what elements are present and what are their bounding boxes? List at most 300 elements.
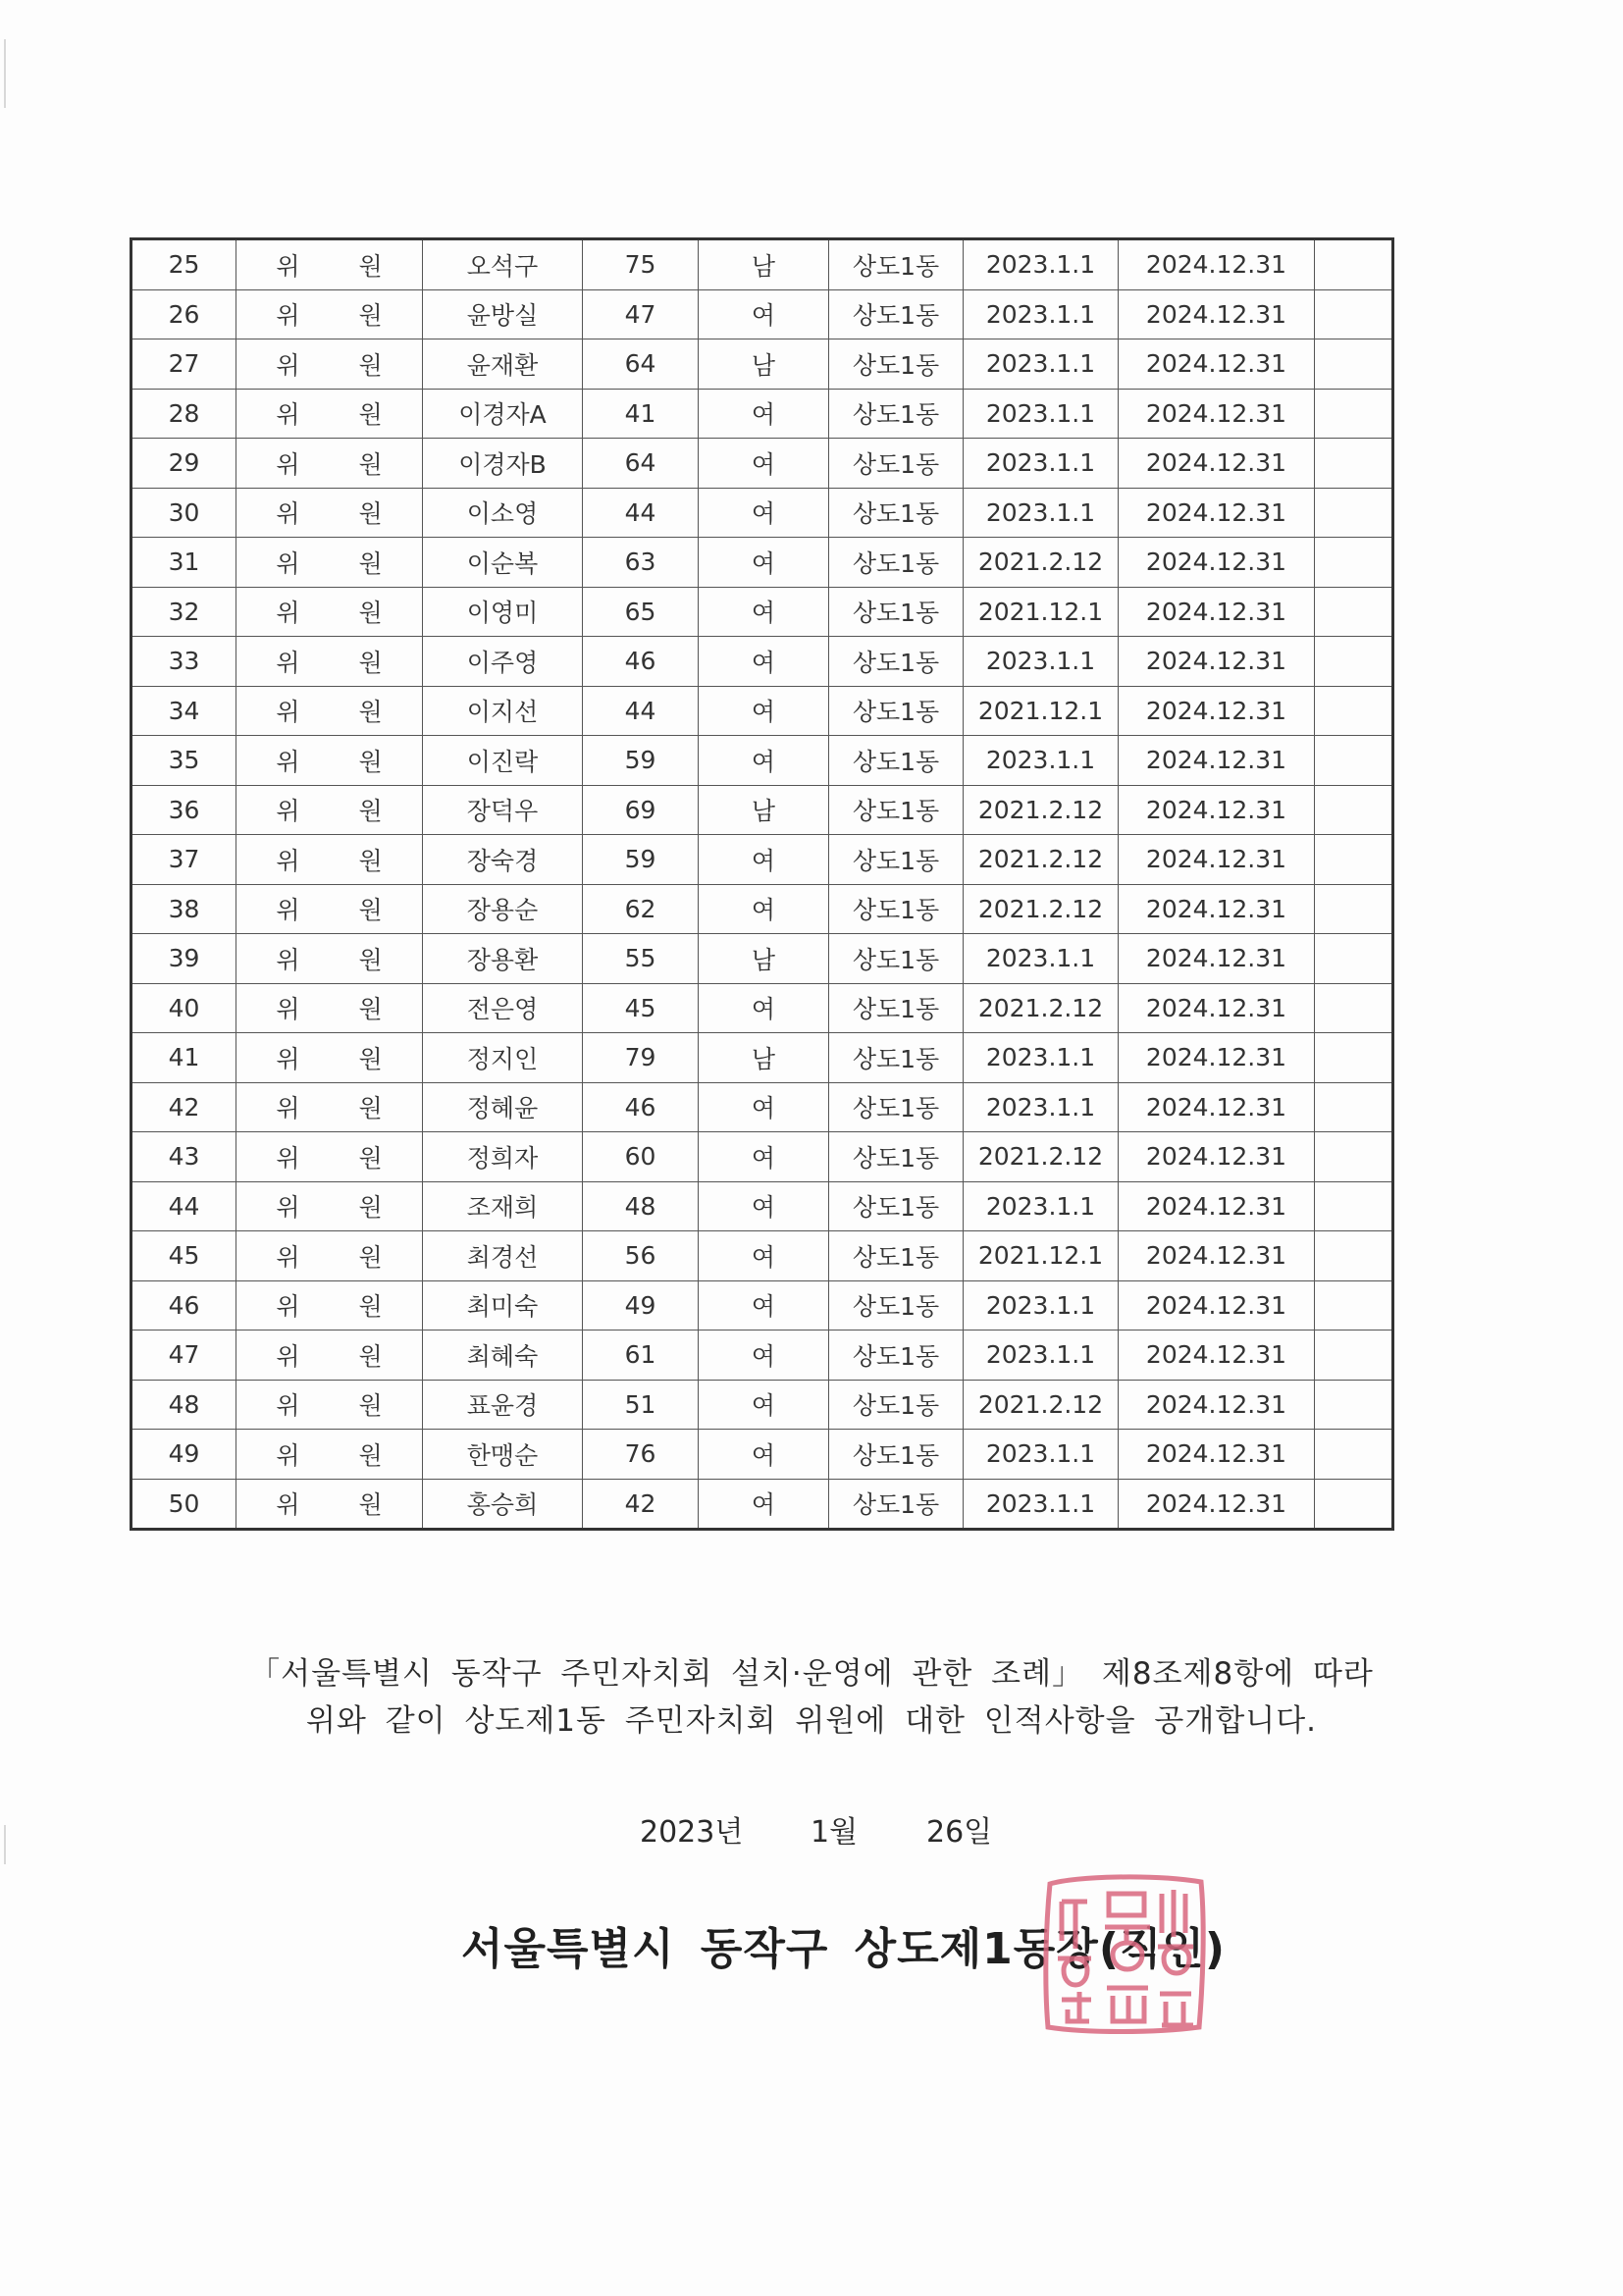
role-char-1: 위 <box>276 251 300 281</box>
table-row <box>131 239 1393 290</box>
cell-start-date: 2023.1.1 <box>964 736 1119 786</box>
role-char-1: 위 <box>276 1094 300 1123</box>
cell-age: 55 <box>583 934 699 984</box>
role-char-1: 위 <box>276 896 300 925</box>
cell-note <box>1315 884 1393 934</box>
cell-gender: 여 <box>699 686 829 736</box>
cell-start-date: 2021.12.1 <box>964 1231 1119 1281</box>
cell-note <box>1315 785 1393 835</box>
role-char-1: 위 <box>276 1490 300 1520</box>
roster-table <box>130 237 1394 1531</box>
role-char-2: 원 <box>358 1242 383 1272</box>
cell-age: 69 <box>583 785 699 835</box>
table-row <box>131 835 1393 885</box>
cell-end-date: 2024.12.31 <box>1119 339 1315 390</box>
cell-age: 64 <box>583 439 699 489</box>
official-seal-stamp <box>1036 1864 1213 2041</box>
table-row <box>131 538 1393 588</box>
cell-age: 76 <box>583 1430 699 1480</box>
cell-dong: 상도1동 <box>829 1479 964 1530</box>
cell-end-date: 2024.12.31 <box>1119 637 1315 687</box>
role-char-2: 원 <box>358 1143 383 1173</box>
cell-role <box>236 1033 423 1083</box>
cell-gender: 여 <box>699 983 829 1033</box>
cell-no: 38 <box>131 884 236 934</box>
cell-gender: 남 <box>699 1033 829 1083</box>
cell-age: 44 <box>583 488 699 538</box>
cell-age: 41 <box>583 389 699 439</box>
cell-role <box>236 339 423 390</box>
table-row <box>131 1430 1393 1480</box>
cell-no: 33 <box>131 637 236 687</box>
cell-no: 30 <box>131 488 236 538</box>
cell-name: 표윤경 <box>423 1380 583 1430</box>
cell-role <box>236 686 423 736</box>
cell-note <box>1315 439 1393 489</box>
cell-note <box>1315 389 1393 439</box>
cell-gender: 남 <box>699 339 829 390</box>
cell-no: 27 <box>131 339 236 390</box>
cell-end-date: 2024.12.31 <box>1119 1280 1315 1331</box>
table-row <box>131 934 1393 984</box>
cell-age: 60 <box>583 1132 699 1182</box>
cell-name: 조재희 <box>423 1181 583 1231</box>
cell-name: 이순복 <box>423 538 583 588</box>
role-char-1: 위 <box>276 797 300 826</box>
cell-note <box>1315 637 1393 687</box>
cell-name: 한맹순 <box>423 1430 583 1480</box>
cell-note <box>1315 1380 1393 1430</box>
cell-role <box>236 1132 423 1182</box>
cell-name: 정지인 <box>423 1033 583 1083</box>
cell-gender: 여 <box>699 1479 829 1530</box>
cell-role <box>236 1231 423 1281</box>
cell-gender: 여 <box>699 835 829 885</box>
cell-dong: 상도1동 <box>829 488 964 538</box>
cell-role <box>236 884 423 934</box>
cell-dong: 상도1동 <box>829 785 964 835</box>
cell-note <box>1315 289 1393 339</box>
cell-dong: 상도1동 <box>829 1231 964 1281</box>
cell-start-date: 2023.1.1 <box>964 1181 1119 1231</box>
cell-end-date: 2024.12.31 <box>1119 1380 1315 1430</box>
date-year: 2023년 <box>640 1815 744 1850</box>
role-char-1: 위 <box>276 945 300 974</box>
cell-note <box>1315 686 1393 736</box>
cell-no: 31 <box>131 538 236 588</box>
cell-dong: 상도1동 <box>829 389 964 439</box>
role-char-2: 원 <box>358 350 383 380</box>
cell-dong: 상도1동 <box>829 538 964 588</box>
role-char-1: 위 <box>276 449 300 479</box>
cell-no: 28 <box>131 389 236 439</box>
cell-gender: 여 <box>699 488 829 538</box>
cell-role <box>236 1181 423 1231</box>
role-char-2: 원 <box>358 896 383 925</box>
cell-no: 29 <box>131 439 236 489</box>
role-char-1: 위 <box>276 698 300 727</box>
table-row <box>131 488 1393 538</box>
role-char-1: 위 <box>276 350 300 380</box>
cell-age: 59 <box>583 835 699 885</box>
cell-age: 56 <box>583 1231 699 1281</box>
cell-role <box>236 1479 423 1530</box>
role-char-1: 위 <box>276 747 300 776</box>
cell-role <box>236 983 423 1033</box>
cell-dong: 상도1동 <box>829 239 964 290</box>
table-row <box>131 884 1393 934</box>
cell-name: 전은영 <box>423 983 583 1033</box>
role-char-2: 원 <box>358 449 383 479</box>
cell-no: 43 <box>131 1132 236 1182</box>
cell-note <box>1315 1033 1393 1083</box>
cell-role <box>236 785 423 835</box>
cell-end-date: 2024.12.31 <box>1119 1082 1315 1132</box>
cell-role <box>236 289 423 339</box>
cell-note <box>1315 1430 1393 1480</box>
role-char-2: 원 <box>358 499 383 529</box>
cell-start-date: 2023.1.1 <box>964 1479 1119 1530</box>
cell-end-date: 2024.12.31 <box>1119 785 1315 835</box>
cell-start-date: 2023.1.1 <box>964 339 1119 390</box>
cell-no: 47 <box>131 1331 236 1381</box>
cell-dong: 상도1동 <box>829 835 964 885</box>
cell-role <box>236 1430 423 1480</box>
role-char-1: 위 <box>276 846 300 875</box>
cell-end-date: 2024.12.31 <box>1119 983 1315 1033</box>
cell-note <box>1315 1132 1393 1182</box>
cell-role <box>236 389 423 439</box>
cell-no: 50 <box>131 1479 236 1530</box>
cell-no: 36 <box>131 785 236 835</box>
cell-gender: 여 <box>699 884 829 934</box>
cell-end-date: 2024.12.31 <box>1119 538 1315 588</box>
cell-age: 51 <box>583 1380 699 1430</box>
cell-name: 이주영 <box>423 637 583 687</box>
cell-name: 이경자A <box>423 389 583 439</box>
cell-end-date: 2024.12.31 <box>1119 389 1315 439</box>
cell-start-date: 2023.1.1 <box>964 389 1119 439</box>
cell-age: 65 <box>583 587 699 637</box>
cell-name: 윤방실 <box>423 289 583 339</box>
table-row <box>131 1280 1393 1331</box>
scan-edge-mark <box>4 1825 6 1864</box>
cell-role <box>236 1380 423 1430</box>
cell-note <box>1315 983 1393 1033</box>
cell-gender: 여 <box>699 439 829 489</box>
cell-end-date: 2024.12.31 <box>1119 1033 1315 1083</box>
cell-name: 최미숙 <box>423 1280 583 1331</box>
cell-start-date: 2023.1.1 <box>964 934 1119 984</box>
role-char-2: 원 <box>358 1440 383 1470</box>
cell-name: 장덕우 <box>423 785 583 835</box>
role-char-2: 원 <box>358 1391 383 1421</box>
role-char-1: 위 <box>276 1440 300 1470</box>
table-row <box>131 983 1393 1033</box>
cell-dong: 상도1동 <box>829 1082 964 1132</box>
cell-name: 정혜윤 <box>423 1082 583 1132</box>
role-char-2: 원 <box>358 1341 383 1371</box>
cell-start-date: 2023.1.1 <box>964 1331 1119 1381</box>
role-char-2: 원 <box>358 1490 383 1520</box>
cell-gender: 여 <box>699 538 829 588</box>
cell-name: 홍승희 <box>423 1479 583 1530</box>
cell-age: 48 <box>583 1181 699 1231</box>
table-row <box>131 339 1393 390</box>
cell-no: 34 <box>131 686 236 736</box>
cell-no: 41 <box>131 1033 236 1083</box>
cell-start-date: 2021.2.12 <box>964 1132 1119 1182</box>
cell-dong: 상도1동 <box>829 339 964 390</box>
cell-name: 이지선 <box>423 686 583 736</box>
cell-age: 62 <box>583 884 699 934</box>
cell-note <box>1315 339 1393 390</box>
notice-line-1: 「서울특별시 동작구 주민자치회 설치·운영에 관한 조례」 제8조제8항에 따라 <box>249 1656 1374 1692</box>
cell-dong: 상도1동 <box>829 1331 964 1381</box>
cell-start-date: 2023.1.1 <box>964 439 1119 489</box>
role-char-2: 원 <box>358 301 383 331</box>
cell-start-date: 2023.1.1 <box>964 1280 1119 1331</box>
cell-start-date: 2023.1.1 <box>964 239 1119 290</box>
cell-end-date: 2024.12.31 <box>1119 686 1315 736</box>
cell-note <box>1315 488 1393 538</box>
cell-role <box>236 587 423 637</box>
role-char-1: 위 <box>276 548 300 578</box>
cell-role <box>236 1280 423 1331</box>
cell-gender: 여 <box>699 1231 829 1281</box>
cell-end-date: 2024.12.31 <box>1119 736 1315 786</box>
cell-start-date: 2023.1.1 <box>964 289 1119 339</box>
cell-end-date: 2024.12.31 <box>1119 1430 1315 1480</box>
cell-dong: 상도1동 <box>829 934 964 984</box>
cell-gender: 여 <box>699 1082 829 1132</box>
cell-age: 64 <box>583 339 699 390</box>
notice-text <box>0 1650 1623 1745</box>
cell-no: 42 <box>131 1082 236 1132</box>
cell-age: 42 <box>583 1479 699 1530</box>
cell-gender: 여 <box>699 289 829 339</box>
cell-start-date: 2023.1.1 <box>964 1430 1119 1480</box>
role-char-1: 위 <box>276 1143 300 1173</box>
cell-no: 44 <box>131 1181 236 1231</box>
cell-gender: 남 <box>699 785 829 835</box>
cell-end-date: 2024.12.31 <box>1119 289 1315 339</box>
cell-role <box>236 1082 423 1132</box>
cell-start-date: 2023.1.1 <box>964 637 1119 687</box>
cell-start-date: 2021.12.1 <box>964 686 1119 736</box>
cell-name: 정희자 <box>423 1132 583 1182</box>
role-char-1: 위 <box>276 995 300 1024</box>
cell-end-date: 2024.12.31 <box>1119 884 1315 934</box>
cell-no: 39 <box>131 934 236 984</box>
cell-gender: 남 <box>699 239 829 290</box>
cell-name: 최경선 <box>423 1231 583 1281</box>
cell-end-date: 2024.12.31 <box>1119 1479 1315 1530</box>
cell-start-date: 2021.2.12 <box>964 1380 1119 1430</box>
cell-start-date: 2023.1.1 <box>964 1082 1119 1132</box>
cell-start-date: 2021.2.12 <box>964 884 1119 934</box>
cell-no: 26 <box>131 289 236 339</box>
cell-gender: 여 <box>699 1430 829 1480</box>
role-char-2: 원 <box>358 995 383 1024</box>
cell-role <box>236 239 423 290</box>
table-row <box>131 637 1393 687</box>
cell-start-date: 2023.1.1 <box>964 1033 1119 1083</box>
cell-dong: 상도1동 <box>829 1181 964 1231</box>
table-row <box>131 1380 1393 1430</box>
cell-end-date: 2024.12.31 <box>1119 488 1315 538</box>
cell-no: 49 <box>131 1430 236 1480</box>
cell-gender: 여 <box>699 736 829 786</box>
role-char-2: 원 <box>358 1044 383 1073</box>
cell-role <box>236 1331 423 1381</box>
role-char-2: 원 <box>358 400 383 430</box>
role-char-2: 원 <box>358 747 383 776</box>
cell-name: 이경자B <box>423 439 583 489</box>
cell-end-date: 2024.12.31 <box>1119 934 1315 984</box>
role-char-2: 원 <box>358 251 383 281</box>
role-char-2: 원 <box>358 797 383 826</box>
cell-end-date: 2024.12.31 <box>1119 239 1315 290</box>
cell-gender: 여 <box>699 1132 829 1182</box>
table-row <box>131 1082 1393 1132</box>
cell-note <box>1315 736 1393 786</box>
cell-name: 윤재환 <box>423 339 583 390</box>
cell-role <box>236 736 423 786</box>
cell-name: 최혜숙 <box>423 1331 583 1381</box>
cell-start-date: 2023.1.1 <box>964 488 1119 538</box>
table-row <box>131 785 1393 835</box>
cell-start-date: 2021.2.12 <box>964 983 1119 1033</box>
cell-no: 48 <box>131 1380 236 1430</box>
role-char-1: 위 <box>276 1391 300 1421</box>
role-char-2: 원 <box>358 945 383 974</box>
cell-dong: 상도1동 <box>829 587 964 637</box>
cell-age: 63 <box>583 538 699 588</box>
cell-age: 49 <box>583 1280 699 1331</box>
cell-no: 45 <box>131 1231 236 1281</box>
role-char-1: 위 <box>276 400 300 430</box>
cell-gender: 여 <box>699 389 829 439</box>
cell-age: 47 <box>583 289 699 339</box>
role-char-2: 원 <box>358 599 383 628</box>
cell-dong: 상도1동 <box>829 289 964 339</box>
table-row <box>131 1479 1393 1530</box>
cell-name: 이진락 <box>423 736 583 786</box>
cell-gender: 남 <box>699 934 829 984</box>
cell-no: 40 <box>131 983 236 1033</box>
date-day: 26일 <box>926 1815 993 1850</box>
table-row <box>131 1132 1393 1182</box>
notice-line-2: 위와 같이 상도제1동 주민자치회 위원에 대한 인적사항을 공개합니다. <box>305 1703 1318 1739</box>
role-char-1: 위 <box>276 648 300 677</box>
cell-end-date: 2024.12.31 <box>1119 1331 1315 1381</box>
cell-note <box>1315 1231 1393 1281</box>
role-char-1: 위 <box>276 1242 300 1272</box>
cell-dong: 상도1동 <box>829 637 964 687</box>
cell-age: 75 <box>583 239 699 290</box>
cell-dong: 상도1동 <box>829 1132 964 1182</box>
issuer-name: 서울특별시 동작구 상도제1동장 <box>461 1924 1099 1974</box>
roster-table-body <box>131 239 1393 1530</box>
role-char-1: 위 <box>276 1341 300 1371</box>
cell-role <box>236 835 423 885</box>
cell-age: 61 <box>583 1331 699 1381</box>
table-row <box>131 736 1393 786</box>
cell-note <box>1315 934 1393 984</box>
role-char-2: 원 <box>358 648 383 677</box>
cell-end-date: 2024.12.31 <box>1119 1132 1315 1182</box>
cell-age: 46 <box>583 1082 699 1132</box>
role-char-1: 위 <box>276 499 300 529</box>
cell-gender: 여 <box>699 587 829 637</box>
cell-gender: 여 <box>699 1181 829 1231</box>
cell-name: 장숙경 <box>423 835 583 885</box>
scan-edge-mark <box>4 39 6 108</box>
cell-name: 이소영 <box>423 488 583 538</box>
cell-age: 59 <box>583 736 699 786</box>
cell-role <box>236 488 423 538</box>
table-row <box>131 389 1393 439</box>
cell-dong: 상도1동 <box>829 439 964 489</box>
cell-dong: 상도1동 <box>829 1280 964 1331</box>
cell-no: 46 <box>131 1280 236 1331</box>
cell-dong: 상도1동 <box>829 686 964 736</box>
table-row <box>131 1181 1393 1231</box>
cell-name: 장용환 <box>423 934 583 984</box>
role-char-1: 위 <box>276 599 300 628</box>
cell-end-date: 2024.12.31 <box>1119 587 1315 637</box>
role-char-1: 위 <box>276 1044 300 1073</box>
role-char-2: 원 <box>358 1193 383 1223</box>
cell-note <box>1315 1181 1393 1231</box>
cell-start-date: 2021.12.1 <box>964 587 1119 637</box>
role-char-1: 위 <box>276 301 300 331</box>
issuer-seal-mark: (직인) <box>1098 1924 1227 1974</box>
cell-note <box>1315 1479 1393 1530</box>
cell-dong: 상도1동 <box>829 736 964 786</box>
cell-note <box>1315 587 1393 637</box>
table-row <box>131 1231 1393 1281</box>
cell-age: 79 <box>583 1033 699 1083</box>
cell-no: 37 <box>131 835 236 885</box>
table-row <box>131 1331 1393 1381</box>
table-row <box>131 289 1393 339</box>
cell-role <box>236 637 423 687</box>
cell-dong: 상도1동 <box>829 983 964 1033</box>
role-char-2: 원 <box>358 698 383 727</box>
cell-note <box>1315 239 1393 290</box>
table-row <box>131 1033 1393 1083</box>
cell-gender: 여 <box>699 1380 829 1430</box>
cell-start-date: 2021.2.12 <box>964 835 1119 885</box>
cell-end-date: 2024.12.31 <box>1119 1231 1315 1281</box>
cell-age: 46 <box>583 637 699 687</box>
role-char-2: 원 <box>358 1292 383 1322</box>
cell-dong: 상도1동 <box>829 1380 964 1430</box>
cell-no: 35 <box>131 736 236 786</box>
cell-end-date: 2024.12.31 <box>1119 439 1315 489</box>
role-char-2: 원 <box>358 548 383 578</box>
cell-gender: 여 <box>699 637 829 687</box>
cell-dong: 상도1동 <box>829 884 964 934</box>
cell-note <box>1315 1082 1393 1132</box>
cell-note <box>1315 835 1393 885</box>
cell-age: 45 <box>583 983 699 1033</box>
table-row <box>131 439 1393 489</box>
cell-start-date: 2021.2.12 <box>964 785 1119 835</box>
cell-role <box>236 934 423 984</box>
